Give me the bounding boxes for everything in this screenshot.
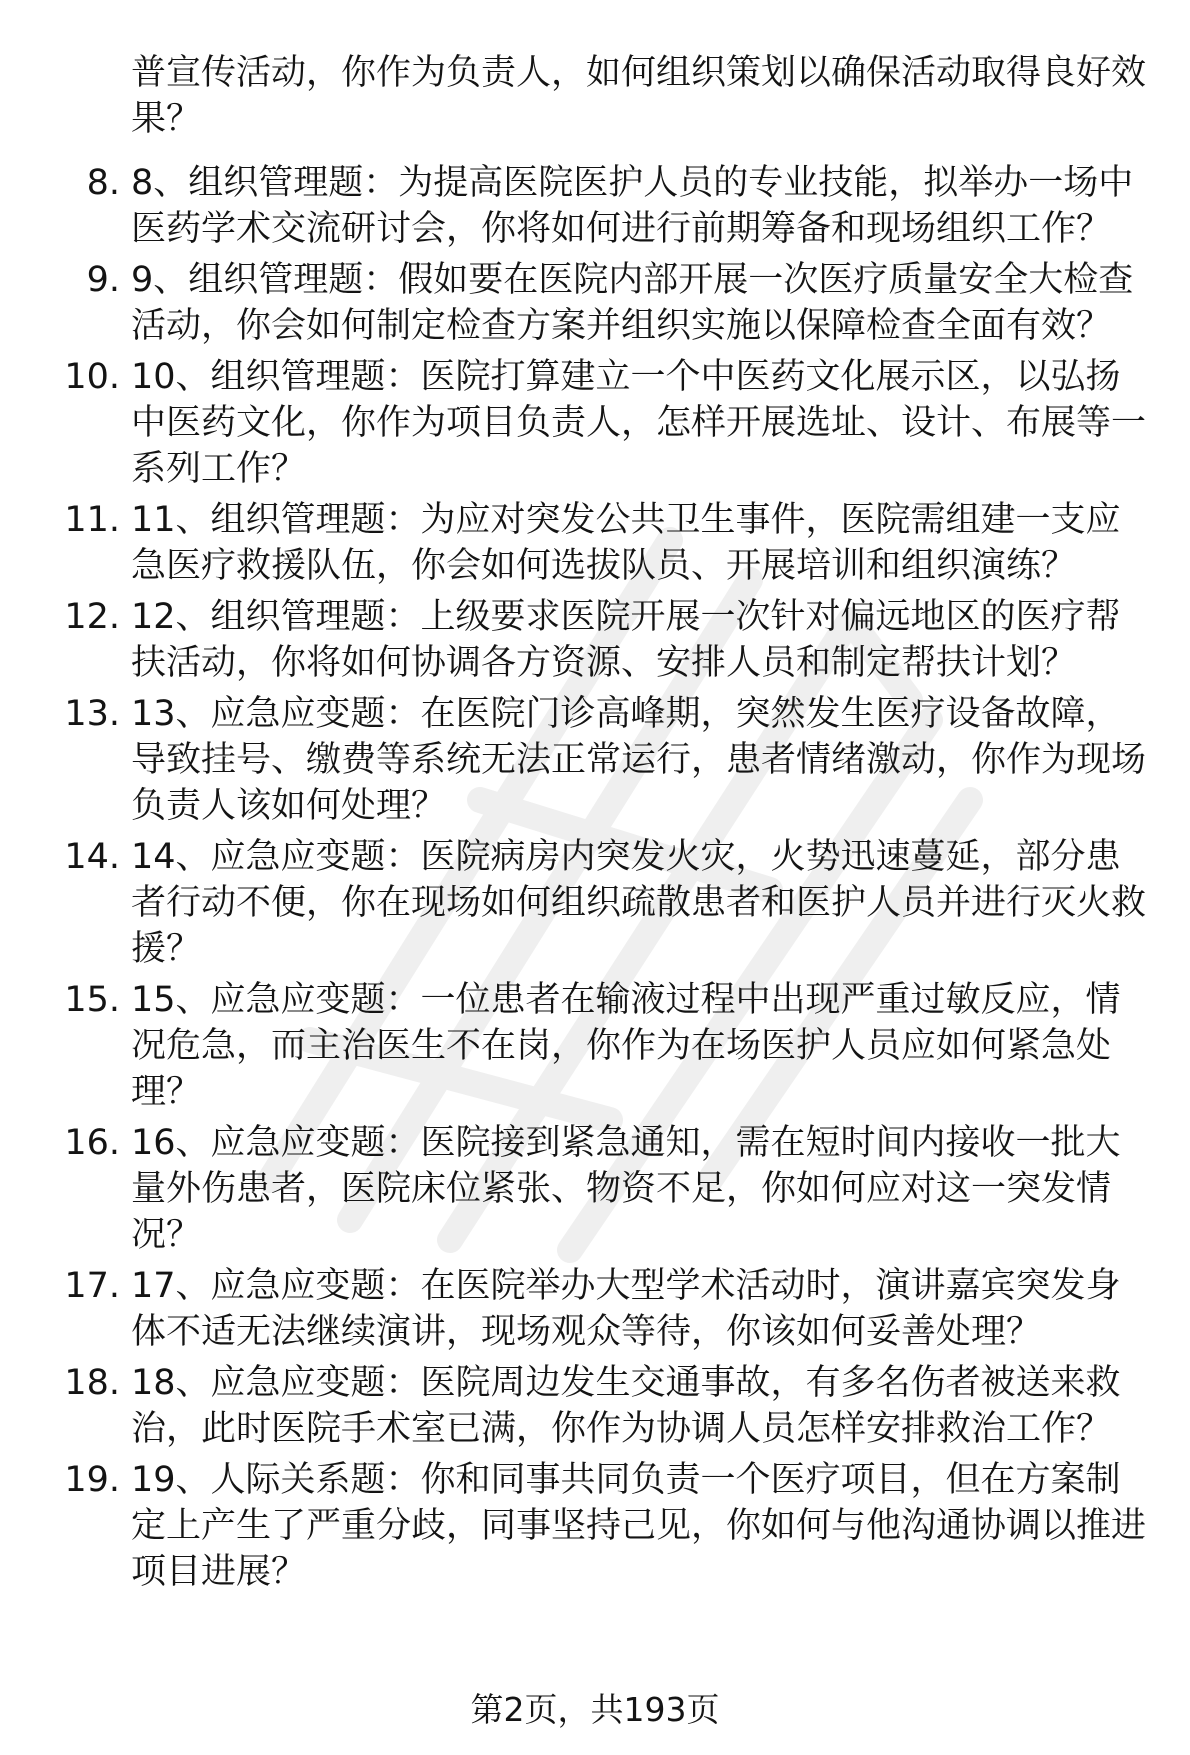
list-item-number: 10. bbox=[64, 357, 120, 397]
list-item-number: 12. bbox=[64, 597, 120, 637]
list-item-number: 16. bbox=[64, 1123, 120, 1163]
list-item bbox=[0, 160, 1190, 249]
list-item-text: 12、组织管理题：上级要求医院开展一次针对偏远地区的医疗帮扶活动，你将如何协调各方资源、安排人员和制定帮扶计划？ bbox=[131, 597, 1121, 683]
list-item-text: 14、应急应变题：医院病房内突发火灾，火势迅速蔓延，部分患者行动不便，你在现场如何组织疏散患者和医护人员并进行灭火救援？ bbox=[131, 837, 1147, 969]
list-item-number: 19. bbox=[64, 1460, 120, 1500]
list-item-text: 11、组织管理题：为应对突发公共卫生事件，医院需组建一支应急医疗救援队伍，你会如何选拔队员、开展培训和组织演练？ bbox=[131, 500, 1121, 586]
list-item-number: 9. bbox=[86, 260, 120, 300]
continuation-text: 普宣传活动，你作为负责人，如何组织策划以确保活动取得良好效果？ bbox=[131, 53, 1147, 139]
list-item-text: 18、应急应变题：医院周边发生交通事故，有多名伤者被送来救治，此时医院手术室已满，你作为协调人员怎样安排救治工作？ bbox=[131, 1363, 1121, 1449]
list-item-number: 13. bbox=[64, 694, 120, 734]
list-item-text: 10、组织管理题：医院打算建立一个中医药文化展示区，以弘扬中医药文化，你作为项目负责人，怎样开展选址、设计、布展等一系列工作？ bbox=[131, 357, 1147, 489]
list-item bbox=[0, 1360, 1190, 1449]
question-list bbox=[0, 160, 1190, 1600]
page-footer: 第2页，共193页 bbox=[470, 1690, 720, 1729]
list-item-text: 17、应急应变题：在医院举办大型学术活动时，演讲嘉宾突发身体不适无法继续演讲，现场观众等待，你该如何妥善处理？ bbox=[131, 1266, 1121, 1352]
list-item-text: 19、人际关系题：你和同事共同负责一个医疗项目，但在方案制定上产生了严重分歧，同事坚持己见，你如何与他沟通协调以推进项目进展？ bbox=[131, 1460, 1147, 1592]
list-item bbox=[0, 497, 1190, 586]
list-item-number: 8. bbox=[86, 163, 120, 203]
list-item bbox=[0, 1263, 1190, 1352]
list-item-number: 14. bbox=[64, 837, 120, 877]
list-item bbox=[0, 834, 1190, 969]
list-item bbox=[0, 594, 1190, 683]
list-item bbox=[0, 354, 1190, 489]
list-item bbox=[0, 977, 1190, 1112]
list-item-number: 15. bbox=[64, 980, 120, 1020]
list-item-number: 18. bbox=[64, 1363, 120, 1403]
list-item bbox=[0, 1120, 1190, 1255]
list-item-number: 11. bbox=[64, 500, 120, 540]
list-item-text: 8、组织管理题：为提高医院医护人员的专业技能，拟举办一场中医药学术交流研讨会，你将如何进行前期筹备和现场组织工作？ bbox=[131, 163, 1134, 249]
list-item bbox=[0, 1457, 1190, 1592]
list-item-text: 9、组织管理题：假如要在医院内部开展一次医疗质量安全大检查活动，你会如何制定检查方案并组织实施以保障检查全面有效？ bbox=[131, 260, 1134, 346]
list-item bbox=[0, 257, 1190, 346]
list-item bbox=[0, 691, 1190, 826]
list-item-number: 17. bbox=[64, 1266, 120, 1306]
list-item-text: 15、应急应变题：一位患者在输液过程中出现严重过敏反应，情况危急，而主治医生不在岗，你作为在场医护人员应如何紧急处理？ bbox=[131, 980, 1121, 1112]
list-item-text: 16、应急应变题：医院接到紧急通知，需在短时间内接收一批大量外伤患者，医院床位紧张、物资不足，你如何应对这一突发情况？ bbox=[131, 1123, 1121, 1255]
list-item-text: 13、应急应变题：在医院门诊高峰期，突然发生医疗设备故障，导致挂号、缴费等系统无法正常运行，患者情绪激动，你作为现场负责人该如何处理？ bbox=[131, 694, 1147, 826]
